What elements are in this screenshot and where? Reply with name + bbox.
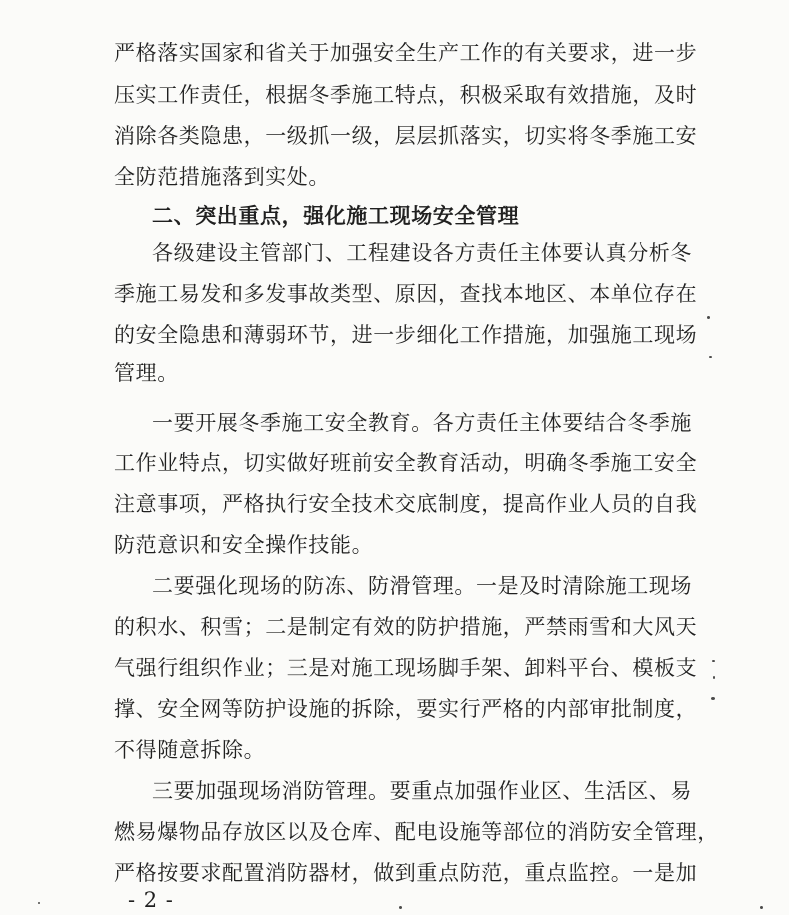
scan-speck [707,316,710,319]
paragraph-5-line-2: 燃易爆物品存放区以及仓库、配电设施等部位的消防安全管理， [114,820,719,844]
paragraph-3-line-3: 注意事项，严格执行安全技术交底制度，提高作业人员的自我 [114,492,698,516]
paragraph-4-line-5: 不得随意拆除。 [114,738,266,762]
paragraph-2-line-2: 季施工易发和多发事故类型、原因，查找本地区、本单位存在 [114,282,698,306]
paragraph-4-line-4: 撑、安全网等防护设施的拆除，要实行严格的内部审批制度， [114,697,698,721]
scan-speck [711,697,715,700]
paragraph-4-line-1: 二要强化现场的防冻、防滑管理。一是及时清除施工现场 [152,574,692,598]
paragraph-1-line-3: 消除各类隐患，一级抓一级，层层抓落实，切实将冬季施工安 [114,124,698,148]
paragraph-5-line-1: 三要加强现场消防管理。要重点加强作业区、生活区、易 [152,779,692,803]
scan-speck [712,660,715,662]
page-number: - 2 - [128,888,174,912]
paragraph-3-line-4: 防范意识和安全操作技能。 [114,533,374,557]
scan-speck [760,906,763,909]
paragraph-3-line-1: 一要开展冬季施工安全教育。各方责任主体要结合冬季施 [152,411,692,435]
paragraph-4-line-3: 气强行组织作业；三是对施工现场脚手架、卸料平台、模板支 [114,656,698,680]
scan-speck [399,906,402,909]
scan-speck [38,902,40,904]
section-heading: 二、突出重点，强化施工现场安全管理 [152,204,520,228]
scan-speck [713,676,715,679]
scan-speck [709,356,712,358]
paragraph-5-line-3: 严格按要求配置消防器材，做到重点防范，重点监控。一是加 [114,861,698,885]
paragraph-4-line-2: 的积水、积雪；二是制定有效的防护措施，严禁雨雪和大风天 [114,615,698,639]
paragraph-2-line-4: 管理。 [114,361,179,385]
paragraph-2-line-1: 各级建设主管部门、工程建设各方责任主体要认真分析冬 [152,241,692,265]
paragraph-1-line-1: 严格落实国家和省关于加强安全生产工作的有关要求，进一步 [114,41,698,65]
paragraph-1-line-4: 全防范措施落到实处。 [114,165,330,189]
paragraph-1-line-2: 压实工作责任，根据冬季施工特点，积极采取有效措施，及时 [114,83,698,107]
paragraph-2-line-3: 的安全隐患和薄弱环节，进一步细化工作措施，加强施工现场 [114,323,698,347]
paragraph-3-line-2: 工作业特点，切实做好班前安全教育活动，明确冬季施工安全 [114,451,698,475]
